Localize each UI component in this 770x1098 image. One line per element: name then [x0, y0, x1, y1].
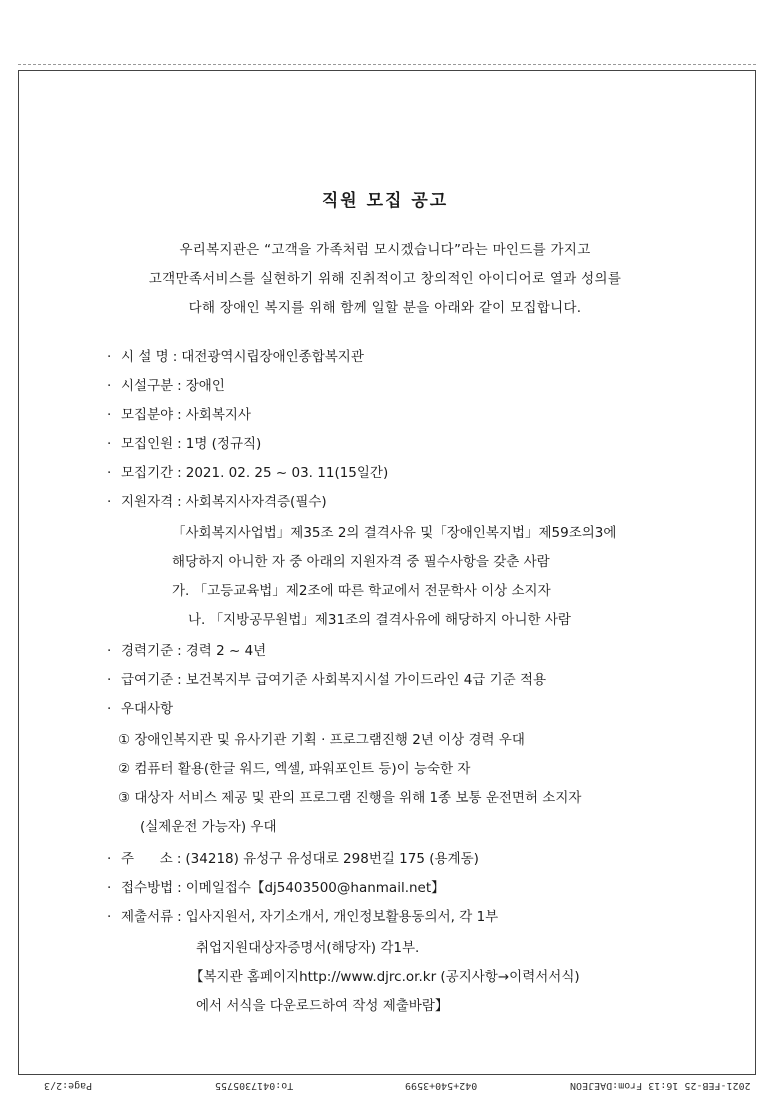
item-documents: · 제출서류 : 입사지원서, 자기소개서, 개인정보활용동의서, 각 1부 [107, 909, 499, 925]
item-label: 모집분야 [121, 407, 174, 423]
item-facility-name: · 시 설 명 : 대전광역시립장애인종합복지관 [107, 349, 364, 365]
intro-line-1: 우리복지관은 “고객을 가족처럼 모시겠습니다”라는 마인드를 가지고 [179, 242, 591, 258]
item-preference: · 우대사항 [107, 701, 174, 717]
item-salary: · 급여기준 : 보건복지부 급여기준 사회복지시설 가이드라인 4급 기준 적용 [107, 672, 547, 688]
item-value: 입사지원서, 자기소개서, 개인정보활용동의서, 각 1부 [185, 909, 499, 925]
item-career: · 경력기준 : 경력 2 ~ 4년 [107, 643, 267, 659]
intro-line-3: 다해 장애인 복지를 위해 함께 일할 분을 아래와 같이 모집합니다. [188, 300, 582, 316]
item-headcount: · 모집인원 : 1명 (정규직) [107, 436, 262, 452]
item-label: 모집인원 [121, 436, 174, 452]
documents-detail-2: 【복지관 홈페이지http://www.djrc.or.kr (공지사항→이력서서식) [190, 969, 580, 985]
bullet: · [107, 349, 112, 365]
fax-header-to: To:0417305755 [215, 1080, 294, 1091]
item-label: 경력기준 [121, 643, 174, 659]
fax-header-sender: 2021-FEB-25 16:13 From:DAEJEON [570, 1080, 751, 1091]
preference-detail-1: ① 장애인복지관 및 유사기관 기획 · 프로그램진행 2년 이상 경력 우대 [118, 732, 525, 748]
item-value: 대전광역시립장애인종합복지관 [181, 349, 364, 365]
item-value: (34218) 유성구 유성대로 298번길 175 (용계동) [185, 851, 479, 867]
item-value: 2021. 02. 25 ~ 03. 11(15일간) [185, 465, 389, 481]
page-title: 직원 모집 공고 [321, 191, 449, 211]
preference-detail-2: ② 컴퓨터 활용(한글 워드, 엑셀, 파워포인트 등)이 능숙한 자 [118, 761, 471, 777]
item-apply-method: · 접수방법 : 이메일접수【dj5403500@hanmail.net】 [107, 880, 445, 896]
item-label: 우대사항 [121, 701, 174, 717]
item-label: 모집기간 [121, 465, 174, 481]
item-label: 급여기준 [121, 672, 174, 688]
item-value: 1명 (정규직) [185, 436, 262, 452]
fax-top-line [18, 64, 756, 65]
fax-header-number: 042+540+3599 [405, 1080, 478, 1091]
fax-header-page: Page:2/3 [44, 1080, 93, 1091]
item-field: · 모집분야 : 사회복지사 [107, 407, 251, 423]
item-label: 시설구분 [121, 378, 174, 394]
item-value: 장애인 [185, 378, 225, 394]
item-value: 보건복지부 급여기준 사회복지시설 가이드라인 4급 기준 적용 [185, 672, 547, 688]
preference-detail-3: ③ 대상자 서비스 제공 및 관의 프로그램 진행을 위해 1종 보통 운전면허 소지자 [118, 790, 582, 806]
item-period: · 모집기간 : 2021. 02. 25 ~ 03. 11(15일간) [107, 465, 389, 481]
item-label: 접수방법 [121, 880, 174, 896]
qualification-detail-2: 해당하지 아니한 자 중 아래의 지원자격 중 필수사항을 갖춘 사람 [172, 554, 550, 570]
qualification-detail-1: 「사회복지사업법」제35조 2의 결격사유 및「장애인복지법」제59조의3에 [172, 525, 617, 541]
item-facility-type: · 시설구분 : 장애인 [107, 378, 225, 394]
item-label: 지원자격 [121, 494, 174, 510]
documents-detail-3: 에서 서식을 다운로드하여 작성 제출바람】 [196, 998, 449, 1014]
item-address: · 주 소 : (34218) 유성구 유성대로 298번길 175 (용계동) [107, 851, 479, 867]
preference-detail-4: (실제운전 가능자) 우대 [140, 819, 277, 835]
item-value: 경력 2 ~ 4년 [185, 643, 267, 659]
item-value: 사회복지사 [185, 407, 251, 423]
qualification-detail-3: 가. 「고등교육법」제2조에 따른 학교에서 전문학사 이상 소지자 [172, 583, 551, 599]
item-label: 시 설 명 [121, 349, 169, 365]
item-label: 제출서류 [121, 909, 174, 925]
item-qualification: · 지원자격 : 사회복지사자격증(필수) [107, 494, 327, 510]
item-value: 사회복지사자격증(필수) [185, 494, 327, 510]
intro-line-2: 고객만족서비스를 실현하기 위해 진취적이고 창의적인 아이디어로 열과 성의를 [148, 271, 622, 287]
item-value: 이메일접수【dj5403500@hanmail.net】 [185, 880, 445, 896]
item-label: 주 소 [121, 851, 173, 867]
qualification-detail-4: 나. 「지방공무원법」제31조의 결격사유에 해당하지 아니한 사람 [188, 612, 571, 628]
documents-detail-1: 취업지원대상자증명서(해당자) 각1부. [196, 940, 420, 956]
